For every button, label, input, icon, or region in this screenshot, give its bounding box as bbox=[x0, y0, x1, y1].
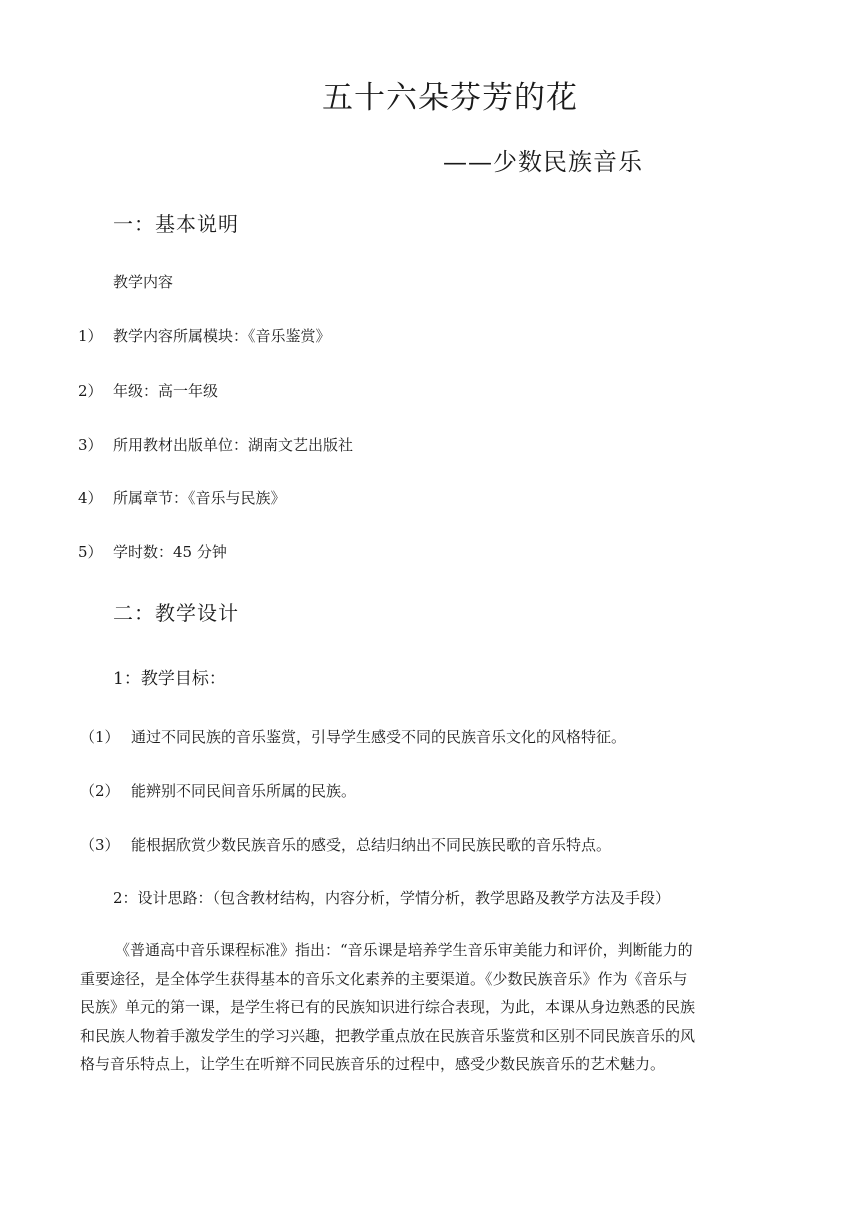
paragraph-line: 重要途径，是全体学生获得基本的音乐文化素养的主要渠道。《少数民族音乐》作为《音乐与 bbox=[80, 969, 688, 988]
list-item-number: 4） bbox=[78, 489, 103, 507]
list-item-number: 1） bbox=[78, 327, 103, 345]
goal-number: （2） bbox=[80, 782, 120, 800]
list-item-text: 所用教材出版单位：湖南文艺出版社 bbox=[113, 436, 354, 454]
paragraph-line: 和民族人物着手激发学生的学习兴趣，把教学重点放在民族音乐鉴赏和区别不同民族音乐的风 bbox=[80, 1026, 696, 1045]
content-label: 教学内容 bbox=[113, 273, 174, 291]
design-heading: 2：设计思路：（包含教材结构，内容分析，学情分析，教学思路及教学方法及手段） bbox=[113, 889, 671, 907]
list-item-number: 3） bbox=[78, 436, 103, 454]
goal-text: 通过不同民族的音乐鉴赏，引导学生感受不同的民族音乐文化的风格特征。 bbox=[131, 728, 627, 746]
list-item-number: 2） bbox=[78, 382, 103, 400]
paragraph-line: 《普通高中音乐课程标准》指出：“音乐课是培养学生音乐审美能力和评价，判断能力的 bbox=[115, 941, 693, 959]
list-item-text: 所属章节：《音乐与民族》 bbox=[113, 489, 286, 507]
document-subtitle: ——少数民族音乐 bbox=[443, 148, 643, 176]
list-item-text: 学时数：45 分钟 bbox=[113, 543, 227, 561]
list-item-text: 年级：高一年级 bbox=[113, 382, 219, 400]
document-title: 五十六朵芬芳的花 bbox=[322, 80, 578, 116]
section-heading-basic: 一：基本说明 bbox=[113, 212, 239, 236]
goal-number: （1） bbox=[80, 728, 120, 746]
goal-text: 能根据欣赏少数民族音乐的感受，总结归纳出不同民族民歌的音乐特点。 bbox=[131, 836, 612, 854]
list-item-number: 5） bbox=[78, 543, 103, 561]
section-heading-design: 二：教学设计 bbox=[113, 601, 239, 625]
goal-number: （3） bbox=[80, 836, 120, 854]
design-paragraph bbox=[80, 936, 786, 1079]
goals-heading: 1：教学目标： bbox=[113, 669, 226, 689]
list-item-text: 教学内容所属模块：《音乐鉴赏》 bbox=[113, 327, 331, 345]
paragraph-line: 民族》单元的第一课，是学生将已有的民族知识进行综合表现，为此，本课从身边熟悉的民族 bbox=[80, 998, 696, 1016]
paragraph-line: 格与音乐特点上，让学生在听辩不同民族音乐的过程中，感受少数民族音乐的艺术魅力。 bbox=[80, 1055, 666, 1073]
goal-text: 能辨别不同民间音乐所属的民族。 bbox=[131, 782, 357, 800]
